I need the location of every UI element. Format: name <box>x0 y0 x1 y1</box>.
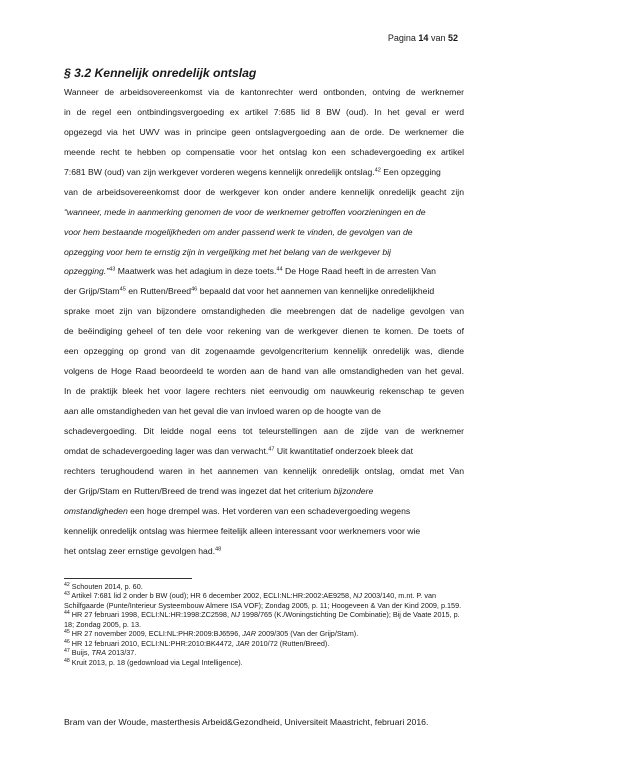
total-pages: 52 <box>447 33 458 43</box>
body-line <box>64 542 464 562</box>
footnote-text: 2009/305 (Van der Grijp/Stam). <box>255 629 359 639</box>
journal-abbrev: TRA <box>91 648 107 658</box>
body-line: rechters terughoudend waren in het aannemen van kennelijk onredelijk ontslag, omdat met Van <box>64 465 464 476</box>
footnote-45 <box>64 629 464 638</box>
footnote-ref[interactable]: 47 <box>268 446 275 453</box>
page-number-header <box>388 33 458 43</box>
quote-text: opzegging.” <box>64 266 110 277</box>
journal-abbrev: NJ <box>353 591 362 601</box>
footnote-text: 1998/765 (K./Woningstichting De Combinatie); Bij de Vaate 2015, p. 18; Zondag 2005, p. 13. <box>64 610 460 629</box>
body-line: in de regel een ontbindingsvergoeding ex artikel 7:685 lid 8 BW (oud). In het geval er werd <box>64 106 464 117</box>
footnote-46 <box>64 639 464 648</box>
body-line <box>64 442 464 462</box>
of-label: van <box>430 33 446 43</box>
body-line: volgens de Hoge Raad beoordeeld te worden aan de hand van alle omstandigheden van het geval. <box>64 366 464 377</box>
footnote-ref[interactable]: 43 <box>109 266 116 273</box>
current-page: 14 <box>418 33 429 43</box>
text-run: Een opzegging <box>380 166 441 177</box>
body-line <box>64 502 464 522</box>
footnote-text: Buijs, <box>71 648 92 658</box>
body-line: meende recht te hebben op compensatie voor het ontslag kon een schadevergoeding ex artikel <box>64 146 464 157</box>
footnotes-section <box>64 582 464 667</box>
text-run: bepaald dat voor het aannemen van kennelijke onredelijkheid <box>197 286 435 297</box>
footnote-44 <box>64 610 464 629</box>
text-run: der Grijp/Stam <box>64 286 120 297</box>
footnote-ref[interactable]: 46 <box>191 286 198 293</box>
footnote-number: 46 <box>64 638 70 645</box>
body-line <box>64 163 464 183</box>
body-line: aan alle omstandigheden van het geval die van invloed waren op de hoogte van de <box>64 406 381 416</box>
body-line <box>64 223 464 243</box>
emphasis-text: bijzondere <box>333 485 374 496</box>
body-line <box>64 203 464 223</box>
body-line: Wanneer de arbeidsovereenkomst via de kantonrechter werd ontbonden, ontving de werknemer <box>64 87 464 97</box>
footnote-text: Schouten 2014, p. 60. <box>71 582 143 591</box>
section-heading: § 3.2 Kennelijk onredelijk ontslag <box>64 66 257 80</box>
body-line: de beëindiging geheel of ten dele voor rekening van de werkgever dienen te komen. De toets of <box>64 326 464 337</box>
footnote-43 <box>64 591 464 610</box>
body-line <box>64 262 464 282</box>
body-line: schadevergoeding. Dit leidde nogal eens tot teleurstellingen aan de zijde van de werknemer <box>64 425 464 436</box>
text-run: het ontslag zeer ernstige gevolgen had. <box>64 545 216 556</box>
body-line: kennelijk onredelijk ontslag was hiermee feitelijk alleen interessant voor werknemers voor wie <box>64 525 421 536</box>
page-footer: Bram van der Woude, masterthesis Arbeid&Gezondheid, Universiteit Maastricht, februari 2016. <box>64 717 429 727</box>
footnote-text: Kruit 2013, p. 18 (gedownload via Legal Intelligence). <box>71 657 243 667</box>
footnote-ref[interactable]: 48 <box>215 546 222 553</box>
body-line: In de praktijk bleek het voor lagere rechters niet eenvoudig om nauwkeurig rekenschap te geven <box>64 386 464 397</box>
footnote-number: 42 <box>64 582 70 589</box>
footnote-ref[interactable]: 45 <box>119 286 126 293</box>
text-run: omdat de schadevergoeding lager was dan verwacht. <box>64 445 269 456</box>
text-run: Maatwerk was het adagium in deze toets. <box>115 266 277 277</box>
journal-abbrev: NJ <box>230 610 240 620</box>
quote-text: “wanneer, mede in aanmerking genomen de voor de werknemer getroffen voorzieningen en de <box>64 206 426 217</box>
text-run: der Grijp/Stam en Rutten/Breed de trend was ingezet dat het criterium <box>64 485 334 496</box>
body-line: sprake moet zijn van bijzondere omstandigheden die meebrengen dat de nadelige gevolgen van <box>64 306 464 317</box>
footnote-number: 45 <box>64 629 70 636</box>
footnote-number: 47 <box>64 648 70 655</box>
footnote-47 <box>64 648 464 657</box>
page-label: Pagina <box>387 33 416 43</box>
footnote-text: HR 27 november 2009, ECLI:NL:PHR:2009:BJ6596, <box>71 629 243 639</box>
footnote-number: 43 <box>64 591 70 598</box>
footnote-ref[interactable]: 44 <box>276 266 283 273</box>
footnote-text: HR 27 februari 1998, ECLI:NL:HR:1998:ZC2598, <box>71 610 231 620</box>
journal-abbrev: JAR <box>235 638 250 648</box>
quote-text: voor hem bestaande mogelijkheden om ander passend werk te vinden, de gevolgen van de <box>64 226 413 237</box>
footnote-text: Artikel 7:681 lid 2 onder b BW (oud); HR 6 december 2002, ECLI:NL:HR:2002:AE9258, <box>71 591 354 601</box>
body-line <box>64 243 464 263</box>
footnote-text: 2010/72 (Rutten/Breed). <box>249 638 330 648</box>
footnote-ref[interactable]: 42 <box>374 167 381 174</box>
body-line <box>64 482 464 502</box>
body-line: opgezegd via het UWV was in principe geen ontslagvergoeding aan de orde. De werknemer die <box>64 126 464 137</box>
text-run: een hoge drempel was. Het vorderen van een schadevergoeding wegens <box>127 505 411 516</box>
footnote-42 <box>64 582 464 591</box>
body-line: van de arbeidsovereenkomst door de werkgever kon onder andere kennelijk onredelijk geacht zijn <box>64 186 464 197</box>
footnote-48 <box>64 658 464 667</box>
quote-text: opzegging voor hem te ernstig zijn in vergelijking met het belang van de werkgever bij <box>64 246 391 257</box>
footnote-text: 2013/37. <box>106 648 137 658</box>
text-run: en Rutten/Breed <box>125 286 192 297</box>
body-paragraph <box>64 83 464 562</box>
body-line <box>64 282 464 302</box>
footnote-number: 44 <box>64 610 70 617</box>
footnote-number: 48 <box>64 657 70 664</box>
text-run: 7:681 BW (oud) van zijn werkgever vorderen wegens kennelijk onredelijk ontslag. <box>64 166 375 177</box>
emphasis-text: omstandigheden <box>64 505 128 516</box>
footnote-text: HR 12 februari 2010, ECLI:NL:PHR:2010:BK4472, <box>71 638 236 648</box>
text-run: De Hoge Raad heeft in de arresten Van <box>282 266 436 277</box>
footnote-text: 2003/140, m.nt. P. van Schilfgaarde (Punte/Interieur Systeembouw Almere ISA VOF); Zondag 2005, p. 11; Hoogeveen & Van der Kind 2009, p.159. <box>64 591 462 610</box>
footnote-divider <box>64 578 192 579</box>
journal-abbrev: JAR <box>242 629 256 639</box>
body-line: een opzegging op grond van dit zogenaamde gevolgencriterium kennelijk onredelijk was, diende <box>64 346 464 357</box>
text-run: Uit kwantitatief onderzoek bleek dat <box>274 445 414 456</box>
